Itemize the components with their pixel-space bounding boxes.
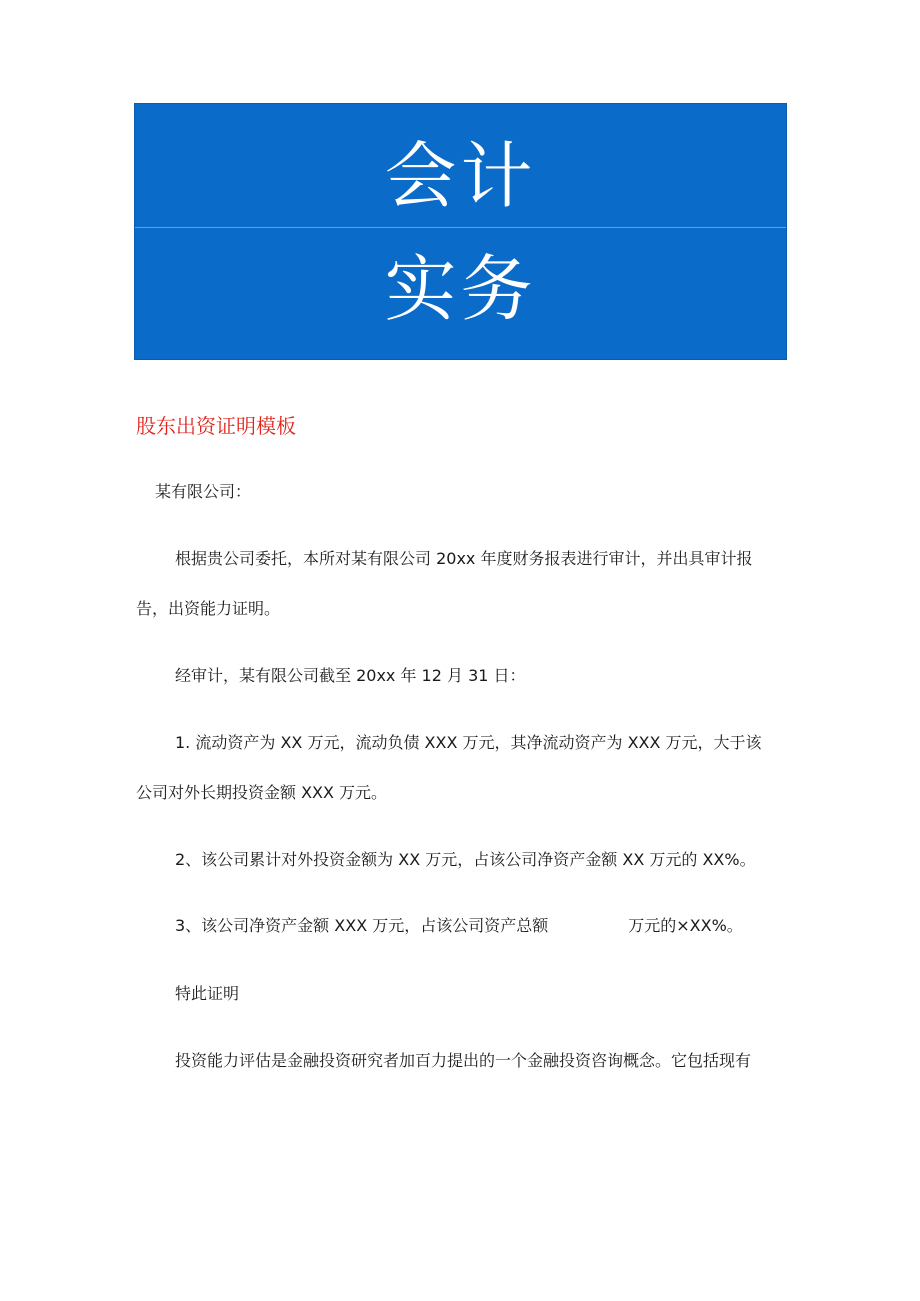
paragraph-2: 经审计，某有限公司截至 20xx 年 12 月 31 日： bbox=[175, 666, 526, 685]
banner-divider bbox=[135, 227, 786, 228]
paragraph-3: 投资能力评估是金融投资研究者加百力提出的一个金融投资咨询概念。它包括现有 bbox=[175, 1051, 752, 1070]
item-3-part-1: 3、该公司净资产金额 XXX 万元，占该公司资产总额 bbox=[175, 916, 549, 935]
item-1-line-1: 1. 流动资产为 XX 万元，流动负债 XXX 万元，其净流动资产为 XXX 万元，大于该 bbox=[175, 733, 762, 752]
banner-line-2: 实务 bbox=[384, 247, 537, 331]
closing: 特此证明 bbox=[175, 984, 240, 1003]
paragraph-1-line-1: 根据贵公司委托，本所对某有限公司 20xx 年度财务报表进行审计，并出具审计报 bbox=[175, 549, 753, 568]
item-3-part-2: 万元的×XX%。 bbox=[628, 916, 743, 935]
banner-line-1: 会计 bbox=[384, 134, 537, 218]
salutation: 某有限公司： bbox=[155, 482, 252, 501]
item-2: 2、该公司累计对外投资金额为 XX 万元，占该公司净资产金额 XX 万元的 XX%。 bbox=[175, 850, 756, 869]
item-3 bbox=[175, 918, 743, 934]
document-title: 股东出资证明模板 bbox=[136, 414, 296, 438]
item-1-line-2: 公司对外长期投资金额 XXX 万元。 bbox=[136, 783, 388, 802]
paragraph-1-line-2: 告，出资能力证明。 bbox=[136, 599, 281, 618]
